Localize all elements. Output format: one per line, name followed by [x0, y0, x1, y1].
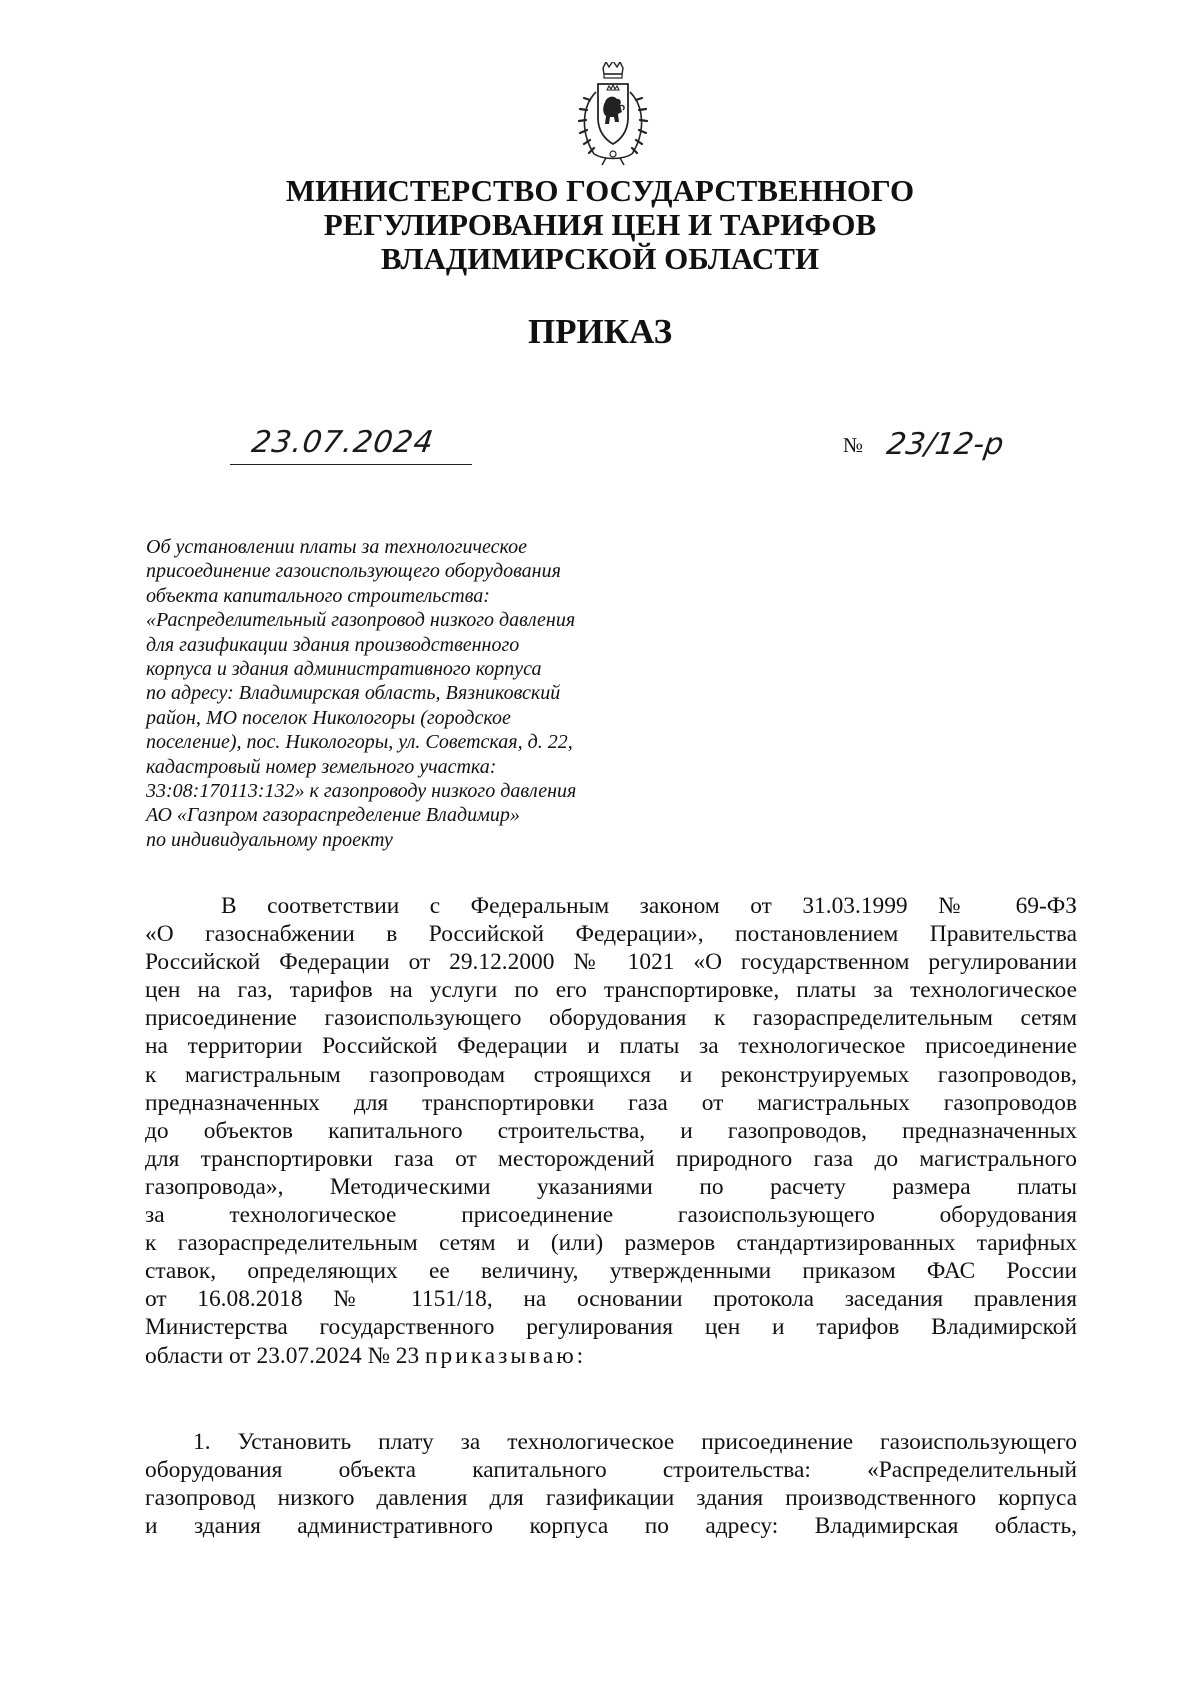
subject-line: по индивидуальному проекту	[146, 828, 393, 851]
subject-line: кадастровый номер земельного участка:	[146, 755, 497, 778]
ministry-heading-line: ВЛАДИМИРСКОЙ ОБЛАСТИ	[380, 241, 820, 276]
preamble-line: Министерства государственного регулирования цен и тарифов Владимирской	[145, 1314, 1077, 1341]
order-date-handwritten: 23.07.2024	[249, 425, 437, 460]
subject-line: объекта капитального строительства:	[146, 584, 490, 607]
subject-line: поселение), пос. Никологоры, ул. Советская, д. 22,	[146, 731, 573, 754]
preamble-line: к газораспределительным сетям и (или) размеров стандартизированных тарифных	[145, 1230, 1077, 1257]
order-number-handwritten: 23/12-р	[884, 427, 1006, 462]
item-1-line: 1. Установить плату за технологическое присоединение газоиспользующего	[193, 1429, 1077, 1455]
order-word: приказываю:	[425, 1342, 587, 1369]
preamble-line: от 16.08.2018 № 1151/18, на основании протокола заседания правления	[145, 1286, 1077, 1313]
subject-line: по адресу: Владимирская область, Вязниковский	[146, 682, 561, 705]
item-1-paragraph	[145, 1428, 1077, 1540]
ministry-heading-line: РЕГУЛИРОВАНИЯ ЦЕН И ТАРИФОВ	[323, 207, 877, 242]
ministry-heading	[200, 174, 1000, 276]
preamble-line: предназначенных для транспортировки газа от магистральных газопроводов	[145, 1089, 1077, 1116]
preamble-line: за технологическое присоединение газоиспользующего оборудования	[145, 1202, 1077, 1229]
preamble-line: Российской Федерации от 29.12.2000 № 1021 «О государственном регулировании	[145, 949, 1077, 976]
order-number-field	[843, 418, 1023, 464]
subject-line: 33:08:170113:132» к газопроводу низкого давления	[146, 780, 577, 803]
subject-line: присоединение газоиспользующего оборудования	[146, 560, 561, 583]
document-type-title: ПРИКАЗ	[527, 312, 673, 351]
order-date-field	[230, 418, 472, 465]
item-1-line: оборудования объекта капитального строительства: «Распределительный	[145, 1457, 1077, 1484]
preamble-last-line	[145, 1342, 1077, 1370]
preamble-line: на территории Российской Федерации и платы за технологическое присоединение	[145, 1033, 1077, 1060]
number-sign: №	[843, 433, 864, 457]
item-1-line: газопровод низкого давления для газификации здания производственного корпуса	[145, 1485, 1077, 1512]
preamble-line: «О газоснабжении в Российской Федерации», постановлением Правительства	[145, 921, 1077, 948]
ministry-heading-line: МИНИСТЕРСТВО ГОСУДАРСТВЕННОГО	[285, 173, 915, 208]
subject-line: для газификации здания производственного	[146, 633, 520, 656]
preamble-line: присоединение газоиспользующего оборудования к газораспределительным сетям	[145, 1005, 1077, 1032]
preamble-line: до объектов капитального строительства, и газопроводов, предназначенных	[145, 1117, 1077, 1144]
item-1-line: и здания административного корпуса по адресу: Владимирская область,	[145, 1513, 1077, 1540]
preamble-line: ставок, определяющих ее величину, утвержденными приказом ФАС России	[145, 1258, 1077, 1285]
subject-line: «Распределительный газопровод низкого давления	[146, 609, 576, 632]
preamble-line: к магистральным газопроводам строящихся и реконструируемых газопроводов,	[145, 1061, 1077, 1088]
vladimir-oblast-coat-of-arms-icon	[576, 62, 650, 166]
preamble-line: для транспортировки газа от месторождений природного газа до магистрального	[145, 1145, 1077, 1172]
subject-line: район, МО поселок Никологоры (городское	[146, 706, 511, 729]
subject-line: Об установлении платы за технологическое	[146, 536, 527, 558]
coat-of-arms-emblem	[576, 62, 650, 166]
preamble-line: В соответствии с Федеральным законом от 31.03.1999 № 69-ФЗ	[221, 893, 1077, 919]
subject-line: корпуса и здания административного корпуса	[146, 658, 542, 681]
preamble-line: газопровода», Методическими указаниями по расчету размера платы	[145, 1173, 1077, 1200]
order-subject	[146, 535, 666, 852]
preamble-line: цен на газ, тарифов на услуги по его транспортировке, платы за технологическое	[145, 977, 1077, 1004]
preamble-paragraph	[145, 892, 1077, 1370]
subject-line: АО «Газпром газораспределение Владимир»	[146, 804, 520, 827]
preamble-line: области от 23.07.2024 № 23	[145, 1342, 420, 1369]
